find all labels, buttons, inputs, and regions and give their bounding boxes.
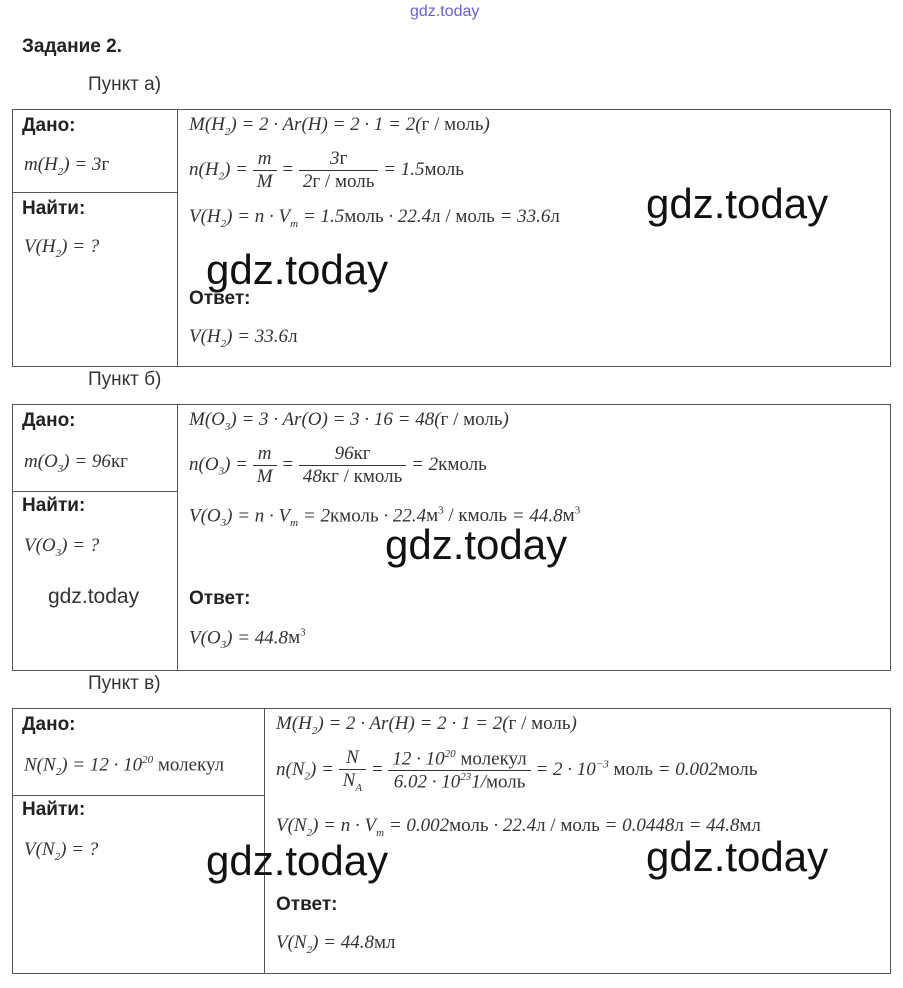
otvet-label: Ответ: [189,588,251,609]
given-value: $m(O_3) = 96кг$ [24,451,128,475]
watermark: gdz.today [206,837,389,884]
calc-line-3: $V(O_3) = n \cdot V_m$ = 2кмоль · $22.4м^3$ / кмоль = $44.8м^3$ [189,505,581,530]
part-b-table [12,404,891,671]
calc-line-2: $n(O_3)$ = $\frac{m}{M}$ = $\frac{96кг}{\text{48кг / кмоль}}$ = 2кмоль [189,443,487,487]
find-value: $V(H_2)$ = ? [24,236,100,260]
given-value: $N(N_2) = 12 \cdot 10^{20}$ молекул [24,754,225,779]
naiti-label: Найти: [22,495,86,516]
given-value: $m(H_2) = 3г$ [24,154,110,178]
dano-label: Дано: [22,410,76,431]
naiti-label: Найти: [22,198,86,219]
calc-line-3: $V(H_2) = n \cdot V_m$ = 1.5моль · 22.4л / моль = 33.6л [189,206,560,230]
calc-line-3: $V(N_2) = n \cdot V_m$ = 0.002моль · 22.4л / моль = 0.0448л = 44.8мл [276,815,761,839]
punkt-v-label: Пункт в) [88,673,161,694]
task-title: Задание 2. [22,36,122,57]
calc-line-1: $M(H_2) = 2 \cdot Ar(H) = 2 \cdot 1 = 2(г$ / моль) [276,713,577,737]
calc-line-2: $n(N_2)$ = $\frac{N}{N_A}$ = $\frac{12 \cdot 10^{20} молекул}{6.02 \cdot 10^{23}1/моль}$ = $2 \cdot 10^{-3}$ моль = 0.002моль [276,747,758,794]
answer-value: $V(H_2) = 33.6л$ [189,326,298,350]
part-a-table [12,109,891,367]
answer-value: $V(O_3) = 44.8м^3$ [189,627,306,652]
calc-line-2: $n(H_2)$ = $\frac{m}{M}$ = $\frac{3г}{\text{2г / моль}}$ = 1.5моль [189,148,464,192]
calc-line-1: $M(H_2) = 2 \cdot Ar(H) = 2 \cdot 1 = 2(г$ / моль) [189,114,490,138]
watermark: gdz.today [646,833,829,880]
otvet-label: Ответ: [276,894,338,915]
watermark: gdz.today [206,246,389,293]
dano-label: Дано: [22,115,76,136]
calc-line-1: $M(O_3) = 3 \cdot Ar(O) = 3 \cdot 16 = 48(г$ / моль) [189,409,509,433]
dano-label: Дано: [22,714,76,735]
otvet-label: Ответ: [189,288,251,309]
part-v-table [12,708,891,974]
punkt-b-label: Пункт б) [88,369,162,390]
watermark: gdz.today [646,180,829,227]
answer-value: $V(N_2) = 44.8мл$ [276,932,396,956]
punkt-a-label: Пункт а) [88,74,162,95]
watermark: gdz.today [385,521,568,568]
watermark-top: gdz.today [410,3,480,20]
watermark: gdz.today [48,585,140,608]
find-value: $V(N_2)$ = ? [24,839,99,863]
naiti-label: Найти: [22,799,86,820]
find-value: $V(O_3)$ = ? [24,535,100,559]
